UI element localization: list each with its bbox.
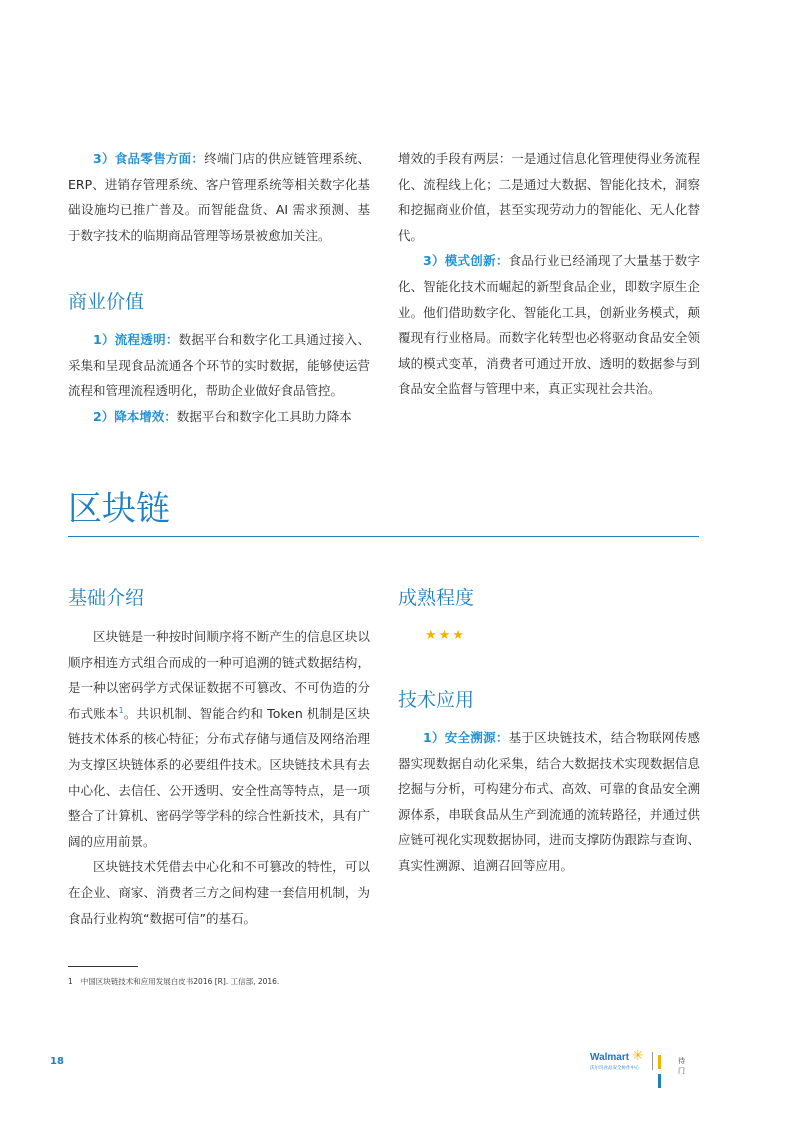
footnote-text: 中国区块链技术和应用发展白皮书2016 [R]. 工信部, 2016. — [80, 977, 280, 986]
left-column-top — [68, 146, 370, 248]
heading-maturity: 成熟程度 — [398, 587, 475, 609]
heading-basic-intro: 基础介绍 — [68, 587, 145, 609]
paragraph-blockchain-trust: 区块链技术凭借去中心化和不可篡改的特性，可以在企业、商家、消费者三方之间构建一套信用机制，为食品行业构筑“数据可信”的基石。 — [68, 859, 370, 926]
partner-logo-icon — [658, 1054, 663, 1092]
lead-safety-traceability: 1）安全溯源： — [423, 730, 509, 745]
right-column-bottom — [398, 725, 700, 879]
lead-model-innovation: 3）模式创新： — [423, 253, 509, 269]
lead-process-transparency: 1）流程透明： — [93, 332, 179, 347]
section-divider — [68, 536, 699, 537]
partner-logo-text: 待门 — [678, 1057, 685, 1075]
lead-cost-reduction: 2）降本增效： — [93, 408, 177, 424]
paragraph-food-retail: 3）食品零售方面：终端门店的供应链管理系统、ERP、进销存管理系统、客户管理系统等相关数字化基础设施均已推广普及。而智能盘货、AI 需求预测、基于数字技术的临期商品管理等场景被愈加关注。 — [68, 151, 370, 243]
logo-separator — [652, 1052, 653, 1070]
footnote-divider — [68, 966, 138, 967]
walmart-logo-text: Walmart — [590, 1052, 630, 1063]
maturity-stars: ★★★ — [425, 628, 466, 643]
heading-business-value: 商业价值 — [68, 291, 145, 313]
footnote-ref[interactable]: 1 — [118, 705, 124, 715]
section-title-blockchain: 区块链 — [68, 489, 170, 529]
paragraph-efficiency-continued: 增效的手段有两层：一是通过信息化管理使得业务流程化、流程线上化；二是通过大数据、智能化技术，洞察和挖掘商业价值，甚至实现劳动力的智能化、无人化替代。 — [398, 151, 700, 243]
left-column-bottom — [68, 624, 370, 931]
paragraph-safety-traceability: 1）安全溯源：基于区块链技术，结合物联网传感器实现数据自动化采集，结合大数据技术实现数据信息挖掘与分析，可构建分布式、高效、可靠的食品安全溯源体系，串联食品从生产到流通的流转路径，并通过供应链可视化实现数据协同，进而支撑防伪跟踪与查询、真实性溯源、追溯召回等应用。 — [398, 730, 700, 873]
right-column-top — [398, 146, 700, 402]
heading-tech-application: 技术应用 — [398, 689, 475, 711]
footnote — [68, 976, 279, 988]
walmart-logo-subtitle: 沃尔玛食品安全协作中心 — [590, 1066, 640, 1071]
lead-food-retail: 3）食品零售方面： — [93, 151, 205, 166]
walmart-spark-icon: ✳ — [632, 1048, 644, 1064]
left-column-business-value — [68, 327, 370, 429]
paragraph-blockchain-definition: 区块链是一种按时间顺序将不断产生的信息区块以顺序相连方式组合而成的一种可追溯的链式数据结构，是一种以密码学方式保证数据不可篡改、不可伪造的分布式账本$^1$。共识机制、智能合约和 Token 机制是区块链技术体系的核心特征；分布式存储与通信及网络治理为支撑区块链体系的必要组件技术。区块链技术具有去中心化、去信任、公开透明、安全性高等特点，是一项整合了计算机、密码学等学科的综合性新技术，具有广阔的应用前景。 — [68, 629, 370, 849]
paragraph-cost-reduction: 2）降本增效：数据平台和数字化工具助力降本 — [93, 408, 352, 424]
paragraph-process-transparency: 1）流程透明：数据平台和数字化工具通过接入、采集和呈现食品流通各个环节的实时数据，能够使运营流程和管理流程透明化，帮助企业做好食品管控。 — [68, 332, 370, 399]
page-number: 18 — [50, 1056, 64, 1067]
footnote-number: 1 — [68, 977, 73, 986]
paragraph-model-innovation: 3）模式创新：食品行业已经涌现了大量基于数字化、智能化技术而崛起的新型食品企业，即数字原生企业。他们借助数字化、智能化工具，创新业务模式，颠覆现有行业格局。而数字化转型也必将驱动食品安全领域的模式变革，消费者可通过开放、透明的数据参与到食品安全监督与管理中来，真正实现社会共治。 — [398, 253, 700, 397]
